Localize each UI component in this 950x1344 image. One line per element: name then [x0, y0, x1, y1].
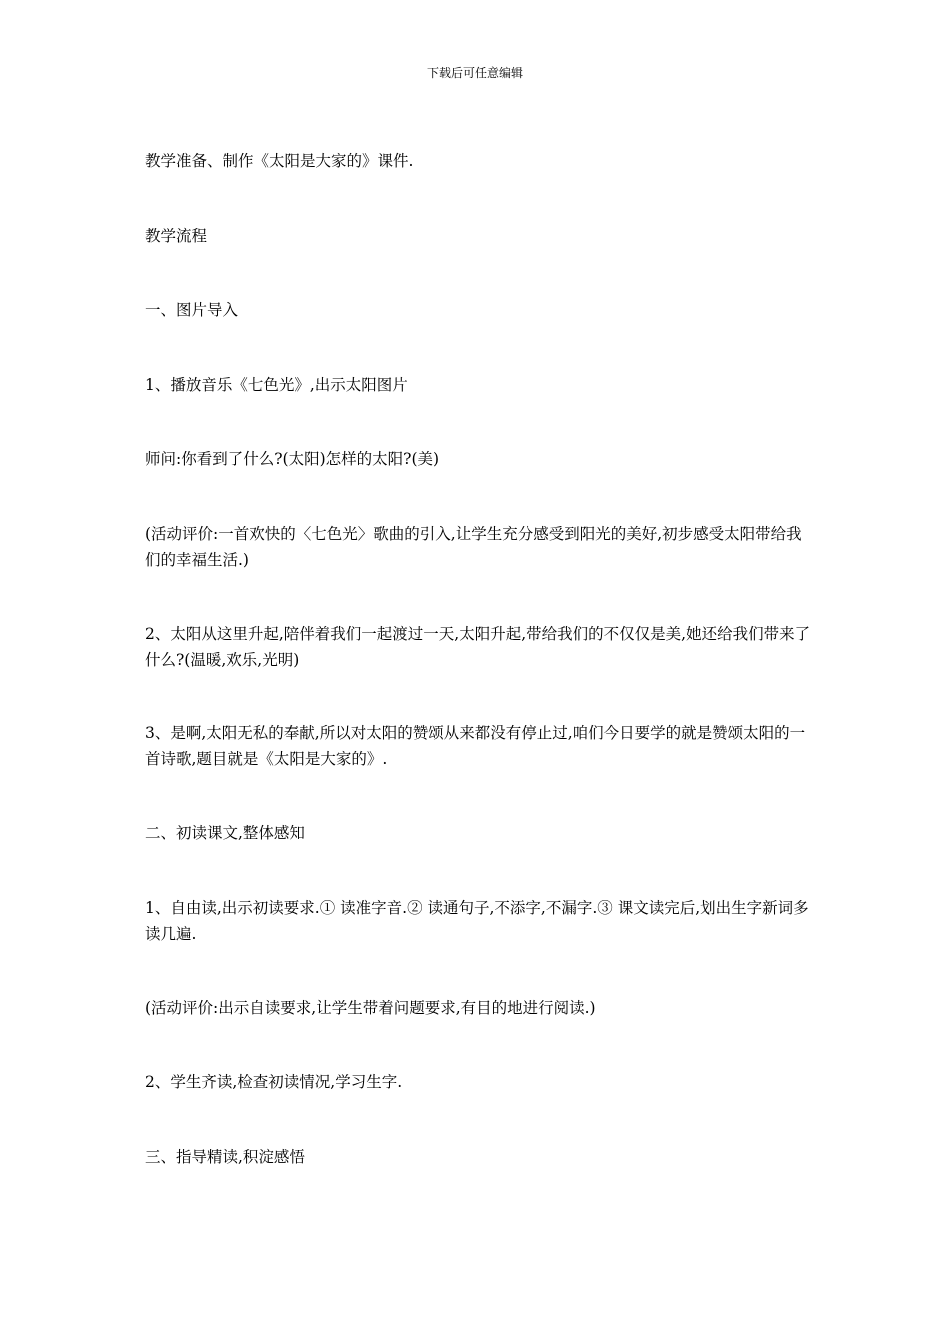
page-header: 下载后可任意编辑 [426, 66, 523, 80]
paragraph-activity-evaluation-2: (活动评价:出示自读要求,让学生带着问题要求,有目的地进行阅读.) [145, 999, 596, 1017]
paragraph-teaching-prep: 教学准备、制作《太阳是大家的》课件. [145, 152, 414, 170]
paragraph-teacher-question: 师问:你看到了什么?(太阳)怎样的太阳?(美) [145, 450, 440, 468]
paragraph-step-2-2: 2、学生齐读,检查初读情况,学习生字. [145, 1073, 403, 1091]
heading-section-2: 二、初读课文,整体感知 [145, 824, 305, 842]
paragraph-step-1-1: 1、播放音乐《七色光》,出示太阳图片 [145, 376, 408, 394]
heading-teaching-flow: 教学流程 [145, 227, 208, 245]
paragraph-activity-evaluation-1: (活动评价:一首欢快的〈七色光〉歌曲的引入,让学生充分感受到阳光的美好,初步感受太阳带给我们的幸福生活.) [145, 525, 802, 569]
heading-section-1: 一、图片导入 [145, 301, 239, 319]
heading-section-3: 三、指导精读,积淀感悟 [145, 1148, 305, 1166]
paragraph-step-1-2: 2、太阳从这里升起,陪伴着我们一起渡过一天,太阳升起,带给我们的不仅仅是美,她还给我们带来了什么?(温暖,欢乐,光明) [145, 625, 811, 669]
paragraph-step-1-3: 3、是啊,太阳无私的奉献,所以对太阳的赞颂从来都没有停止过,咱们今日要学的就是赞颂太阳的一首诗歌,题目就是《太阳是大家的》. [145, 724, 806, 768]
paragraph-step-2-1: 1、自由读,出示初读要求.① 读准字音.② 读通句子,不添字,不漏字.③ 课文读完后,划出生字新词多读几遍. [145, 899, 809, 943]
